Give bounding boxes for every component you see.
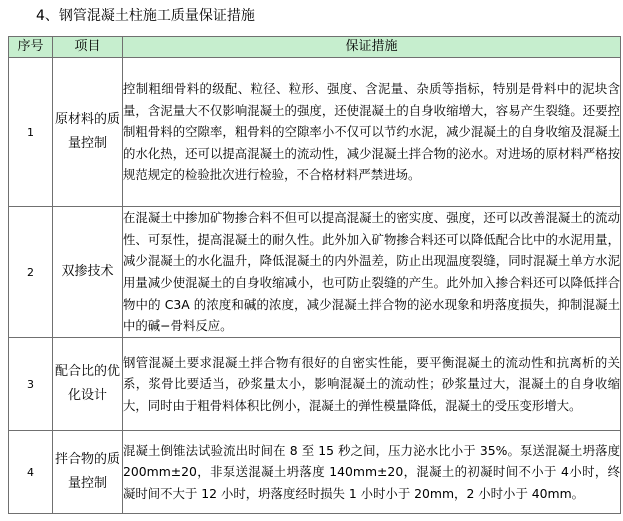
header-row — [9, 37, 621, 58]
row-number: 4 — [9, 431, 53, 514]
row-item: 双掺技术 — [53, 207, 123, 338]
row-number: 3 — [9, 338, 53, 431]
table-row — [9, 207, 621, 338]
table-row — [9, 431, 621, 514]
header-item: 项目 — [53, 37, 123, 58]
row-measures: 控制粗细骨料的级配、粒径、粒形、强度、含泥量、杂质等指标，特别是骨料中的泥块含量，含泥量大不仅影响混凝土的强度，还使混凝土的自身收缩增大，容易产生裂缝。还要控制粗骨料的空隙率，粗骨料的空隙率小不仅可以节约水泥，减少混凝土的自身收缩及混凝土的水化热，还可以提高混凝土的流动性，减少混凝土拌合物的泌水。对进场的原材料严格按规范规定的检验批次进行检验，不合格材料严禁进场。 — [123, 58, 621, 207]
header-no: 序号 — [9, 37, 53, 58]
table-row — [9, 338, 621, 431]
row-item: 原材料的质量控制 — [53, 58, 123, 207]
row-measures: 混凝土倒锥法试验流出时间在 8 至 15 秒之间，压力泌水比小于 35%。泵送混凝土坍落度 200mm±20，非泵送混凝土坍落度 140mm±20，混凝土的初凝时间不小于 4小时，终凝时间不大于 12 小时，坍落度经时损失 1 小时小于 20mm，2 小时小于 40mm。 — [123, 431, 621, 514]
header-measures: 保证措施 — [123, 37, 621, 58]
table-row — [9, 58, 621, 207]
row-number: 2 — [9, 207, 53, 338]
row-number: 1 — [9, 58, 53, 207]
row-item: 配合比的优化设计 — [53, 338, 123, 431]
quality-measures-table — [8, 36, 621, 514]
section-title: 4、钢管混凝土柱施工质量保证措施 — [36, 8, 255, 24]
row-measures: 在混凝土中掺加矿物掺合料不但可以提高混凝土的密实度、强度，还可以改善混凝土的流动性、可泵性，提高混凝土的耐久性。此外加入矿物掺合料还可以降低配合比中的水泥用量，减少混凝土的水化温升，降低混凝土的内外温差，防止出现温度裂缝，同时混凝土单方水泥用量减少使混凝土的自身收缩减小，也可防止裂缝的产生。此外加入掺合料还可以降低拌合物中的 C3A 的浓度和碱的浓度，减少混凝土拌合物的泌水现象和坍落度损失，抑制混凝土中的碱−骨料反应。 — [123, 207, 621, 338]
row-item: 拌合物的质量控制 — [53, 431, 123, 514]
table-header — [9, 37, 621, 58]
row-measures: 钢管混凝土要求混凝土拌合物有很好的自密实性能，要平衡混凝土的流动性和抗离析的关系，浆骨比要适当，砂浆量太小，影响混凝土的流动性；砂浆量过大，混凝土的自身收缩大，同时由于粗骨料体积比例小，混凝土的弹性模量降低，混凝土的受压变形增大。 — [123, 338, 621, 431]
table-body — [9, 58, 621, 514]
